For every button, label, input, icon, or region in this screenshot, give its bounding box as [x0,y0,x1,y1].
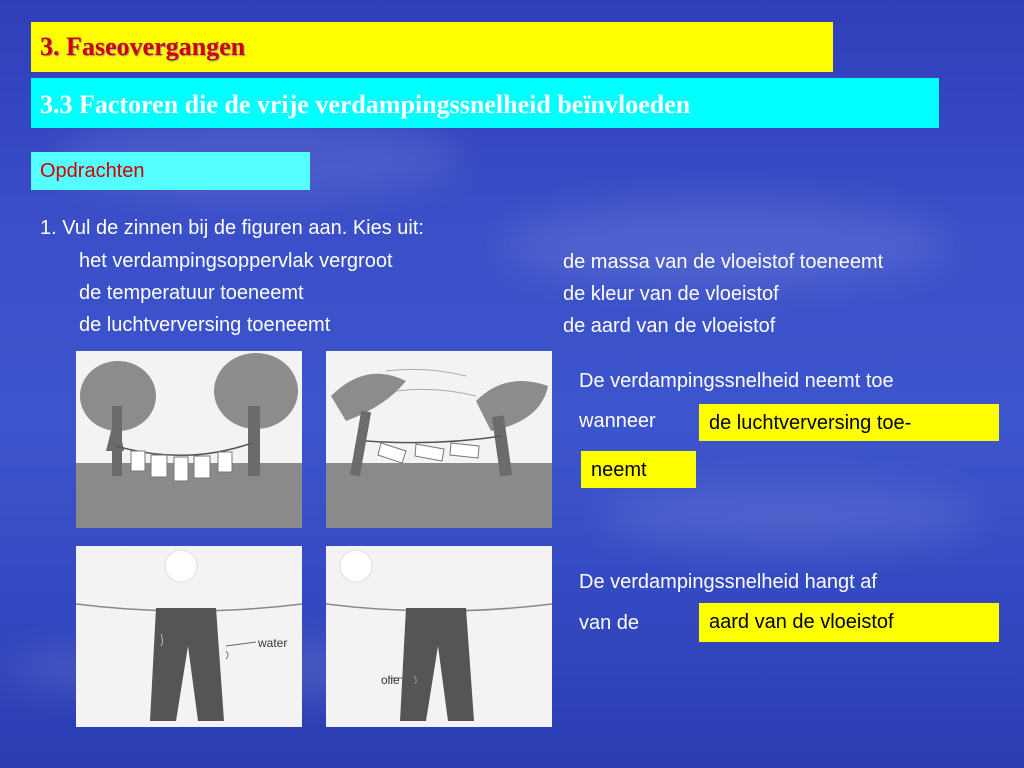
label-water: water [258,636,288,650]
subtitle-banner [31,78,939,128]
answer-box-2 [699,603,999,642]
figure-pants-oil [326,546,552,727]
label-olie: olie [381,673,400,687]
section-label-box [31,152,310,190]
choice-left-1: het verdampingsoppervlak vergroot [79,250,393,272]
slide-title: 3. Faseovergangen [40,32,246,61]
background-cloud [600,480,980,550]
background-cloud [500,200,950,290]
choice-right-2: de kleur van de vloeistof [563,283,779,305]
choice-left-2: de temperatuur toeneemt [79,282,304,304]
sentence2-line1: De verdampingssnelheid hangt af [579,571,877,593]
answer-box-1-continued [581,451,696,488]
sentence1-line2: wanneer [579,410,656,432]
figure-calm-laundry [76,351,302,528]
answer-2: aard van de vloeistof [709,611,894,633]
choice-right-3: de aard van de vloeistof [563,315,776,337]
choice-left-3: de luchtverversing toeneemt [79,314,331,336]
figure-pants-water [76,546,302,727]
answer-box-1 [699,404,999,441]
answer-1-part1: de luchtverversing toe- [709,412,912,434]
choice-right-1: de massa van de vloeistof toeneemt [563,251,884,273]
question-intro: 1. Vul de zinnen bij de figuren aan. Kies uit: [40,217,424,239]
section-label: Opdrachten [40,160,145,182]
sentence1-line1: De verdampingssnelheid neemt toe [579,370,894,392]
sentence2-line2: van de [579,612,640,634]
figure-windy-laundry [326,351,552,528]
slide-subtitle: 3.3 Factoren die de vrije verdampingssnelheid beïnvloeden [40,90,691,119]
answer-1-part2: neemt [591,459,647,481]
title-banner [31,22,833,72]
